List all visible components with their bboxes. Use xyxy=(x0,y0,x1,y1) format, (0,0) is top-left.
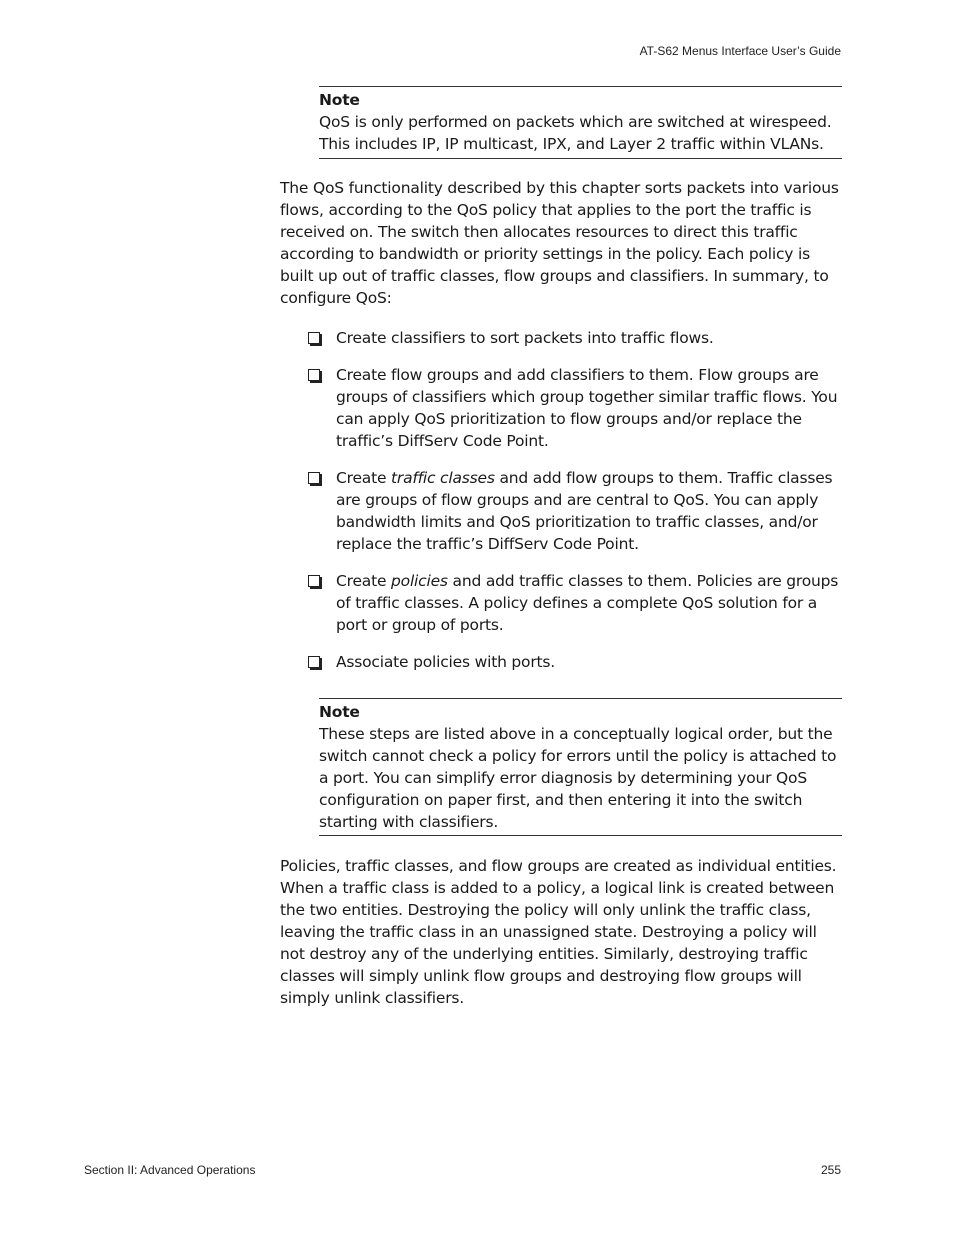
list-item xyxy=(307,327,842,349)
checkbox-bullet-icon xyxy=(308,332,320,344)
step-text-pre: Create xyxy=(336,469,392,487)
note-text: These steps are listed above in a conceptually logical order, but the switch cannot check a policy for errors until the policy is attached to a port. You can simplify error diagnosis by determining your QoS configuration on paper first, and then entering it into the switch starting with classifiers. xyxy=(319,725,837,831)
step-text: Create flow groups and add classifiers to them. Flow groups are groups of classifiers which group together similar traffic flows. You can apply QoS prioritization to flow groups and/or replace the traffic’s DiffServ Code Point. xyxy=(336,366,838,450)
step-term: policies xyxy=(391,572,448,590)
step-term: traffic classes xyxy=(391,469,495,487)
list-item xyxy=(307,651,842,673)
checkbox-bullet-icon xyxy=(308,656,320,668)
checkbox-bullet-icon xyxy=(308,575,320,587)
note-text: QoS is only performed on packets which are switched at wirespeed. This includes IP, IP multicast, IPX, and Layer 2 traffic within VLANs. xyxy=(319,113,832,153)
intro-paragraph: The QoS functionality described by this chapter sorts packets into various flows, according to the QoS policy that applies to the port the traffic is received on. The switch then allocates resources to direct this traffic according to bandwidth or priority settings in the policy. Each policy is built up out of traffic classes, flow groups and classifiers. In summary, to configure QoS: xyxy=(280,179,839,307)
checkbox-bullet-icon xyxy=(308,472,320,484)
note-title: Note xyxy=(319,91,360,109)
configuration-steps-list xyxy=(307,327,842,688)
step-text: Create classifiers to sort packets into traffic flows. xyxy=(336,329,714,347)
note-box xyxy=(319,86,842,159)
step-text-post: and add flow groups to them. Traffic classes are groups of flow groups and are central to QoS. You can apply bandwidth limits and QoS prioritization to traffic classes, and/or replace the traffic’s DiffServ Code Point. xyxy=(336,469,833,553)
list-item xyxy=(307,364,842,452)
list-item xyxy=(307,467,842,555)
page-number: 255 xyxy=(820,1163,841,1177)
footer-section: Section II: Advanced Operations xyxy=(84,1163,256,1177)
note-title: Note xyxy=(319,703,360,721)
list-item xyxy=(307,570,842,636)
running-header: AT-S62 Menus Interface User’s Guide xyxy=(639,44,841,58)
closing-paragraph: Policies, traffic classes, and flow groups are created as individual entities. When a traffic class is added to a policy, a logical link is created between the two entities. Destroying the policy will only unlink the traffic class, leaving the traffic class in an unassigned state. Destroying a policy will not destroy any of the underlying entities. Similarly, destroying traffic classes will simply unlink flow groups and destroying flow groups will simply unlink classifiers. xyxy=(280,857,837,1007)
note-box xyxy=(319,698,842,836)
step-text-pre: Create xyxy=(336,572,392,590)
step-text: Associate policies with ports. xyxy=(336,653,555,671)
checkbox-bullet-icon xyxy=(308,369,320,381)
step-text-post: and add traffic classes to them. Policies are groups of traffic classes. A policy defines a complete QoS solution for a port or group of ports. xyxy=(336,572,839,634)
